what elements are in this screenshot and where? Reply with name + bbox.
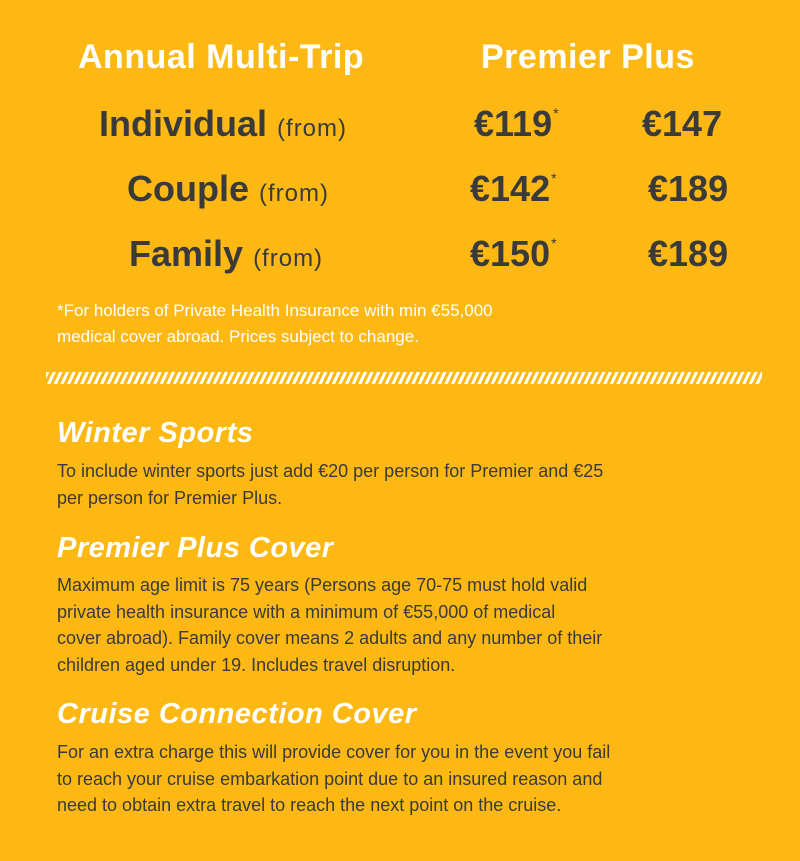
section-body-cruise-connection-cover (57, 739, 757, 819)
body-line: cover abroad). Family cover means 2 adults and any number of their (57, 628, 603, 648)
footnote-mark: * (551, 235, 557, 251)
price-value: €142 (470, 168, 551, 209)
price-family-premier (470, 233, 557, 275)
section-title-cruise-connection-cover: Cruise Connection Cover (57, 698, 417, 730)
body-line: need to obtain extra travel to reach the next point on the cruise. (57, 795, 562, 815)
price-footnote (57, 298, 493, 350)
body-line: Maximum age limit is 75 years (Persons age 70-75 must hold valid (57, 575, 588, 595)
row-from: (from) (259, 180, 329, 207)
section-body-premier-plus-cover (57, 572, 757, 678)
row-label-couple (127, 168, 329, 210)
row-from: (from) (277, 115, 348, 142)
section-title-winter-sports: Winter Sports (57, 417, 254, 449)
row-label-family (129, 233, 323, 275)
row-name: Family (129, 233, 244, 274)
section-body-winter-sports (57, 458, 757, 511)
body-line: For an extra charge this will provide cover for you in the event you fail (57, 742, 611, 762)
body-line: To include winter sports just add €20 per person for Premier and €25 (57, 461, 604, 481)
row-name: Individual (99, 103, 268, 144)
header-annual-multi-trip: Annual Multi-Trip (78, 38, 365, 76)
body-line: per person for Premier Plus. (57, 487, 283, 508)
row-name: Couple (127, 168, 249, 209)
footnote-line: *For holders of Private Health Insurance with min €55,000 (57, 301, 493, 320)
footnote-line: medical cover abroad. Prices subject to change. (57, 327, 419, 346)
price-couple-premier (470, 168, 557, 210)
price-couple-premier-plus: €189 (648, 168, 729, 209)
price-individual-premier (474, 103, 559, 145)
row-label-individual (99, 103, 347, 145)
hatched-divider (46, 372, 762, 384)
body-line: to reach your cruise embarkation point due to an insured reason and (57, 768, 603, 789)
price-value: €150 (470, 233, 551, 274)
row-from: (from) (253, 245, 324, 272)
body-line: children aged under 19. Includes travel disruption. (57, 654, 456, 675)
footnote-mark: * (553, 105, 559, 121)
price-value: €119 (474, 103, 553, 144)
body-line: private health insurance with a minimum of €55,000 of medical (57, 601, 556, 622)
price-family-premier-plus: €189 (648, 233, 729, 274)
section-title-premier-plus-cover: Premier Plus Cover (57, 532, 334, 564)
footnote-mark: * (551, 170, 557, 186)
price-individual-premier-plus: €147 (642, 103, 723, 144)
header-premier-plus: Premier Plus (481, 38, 695, 76)
